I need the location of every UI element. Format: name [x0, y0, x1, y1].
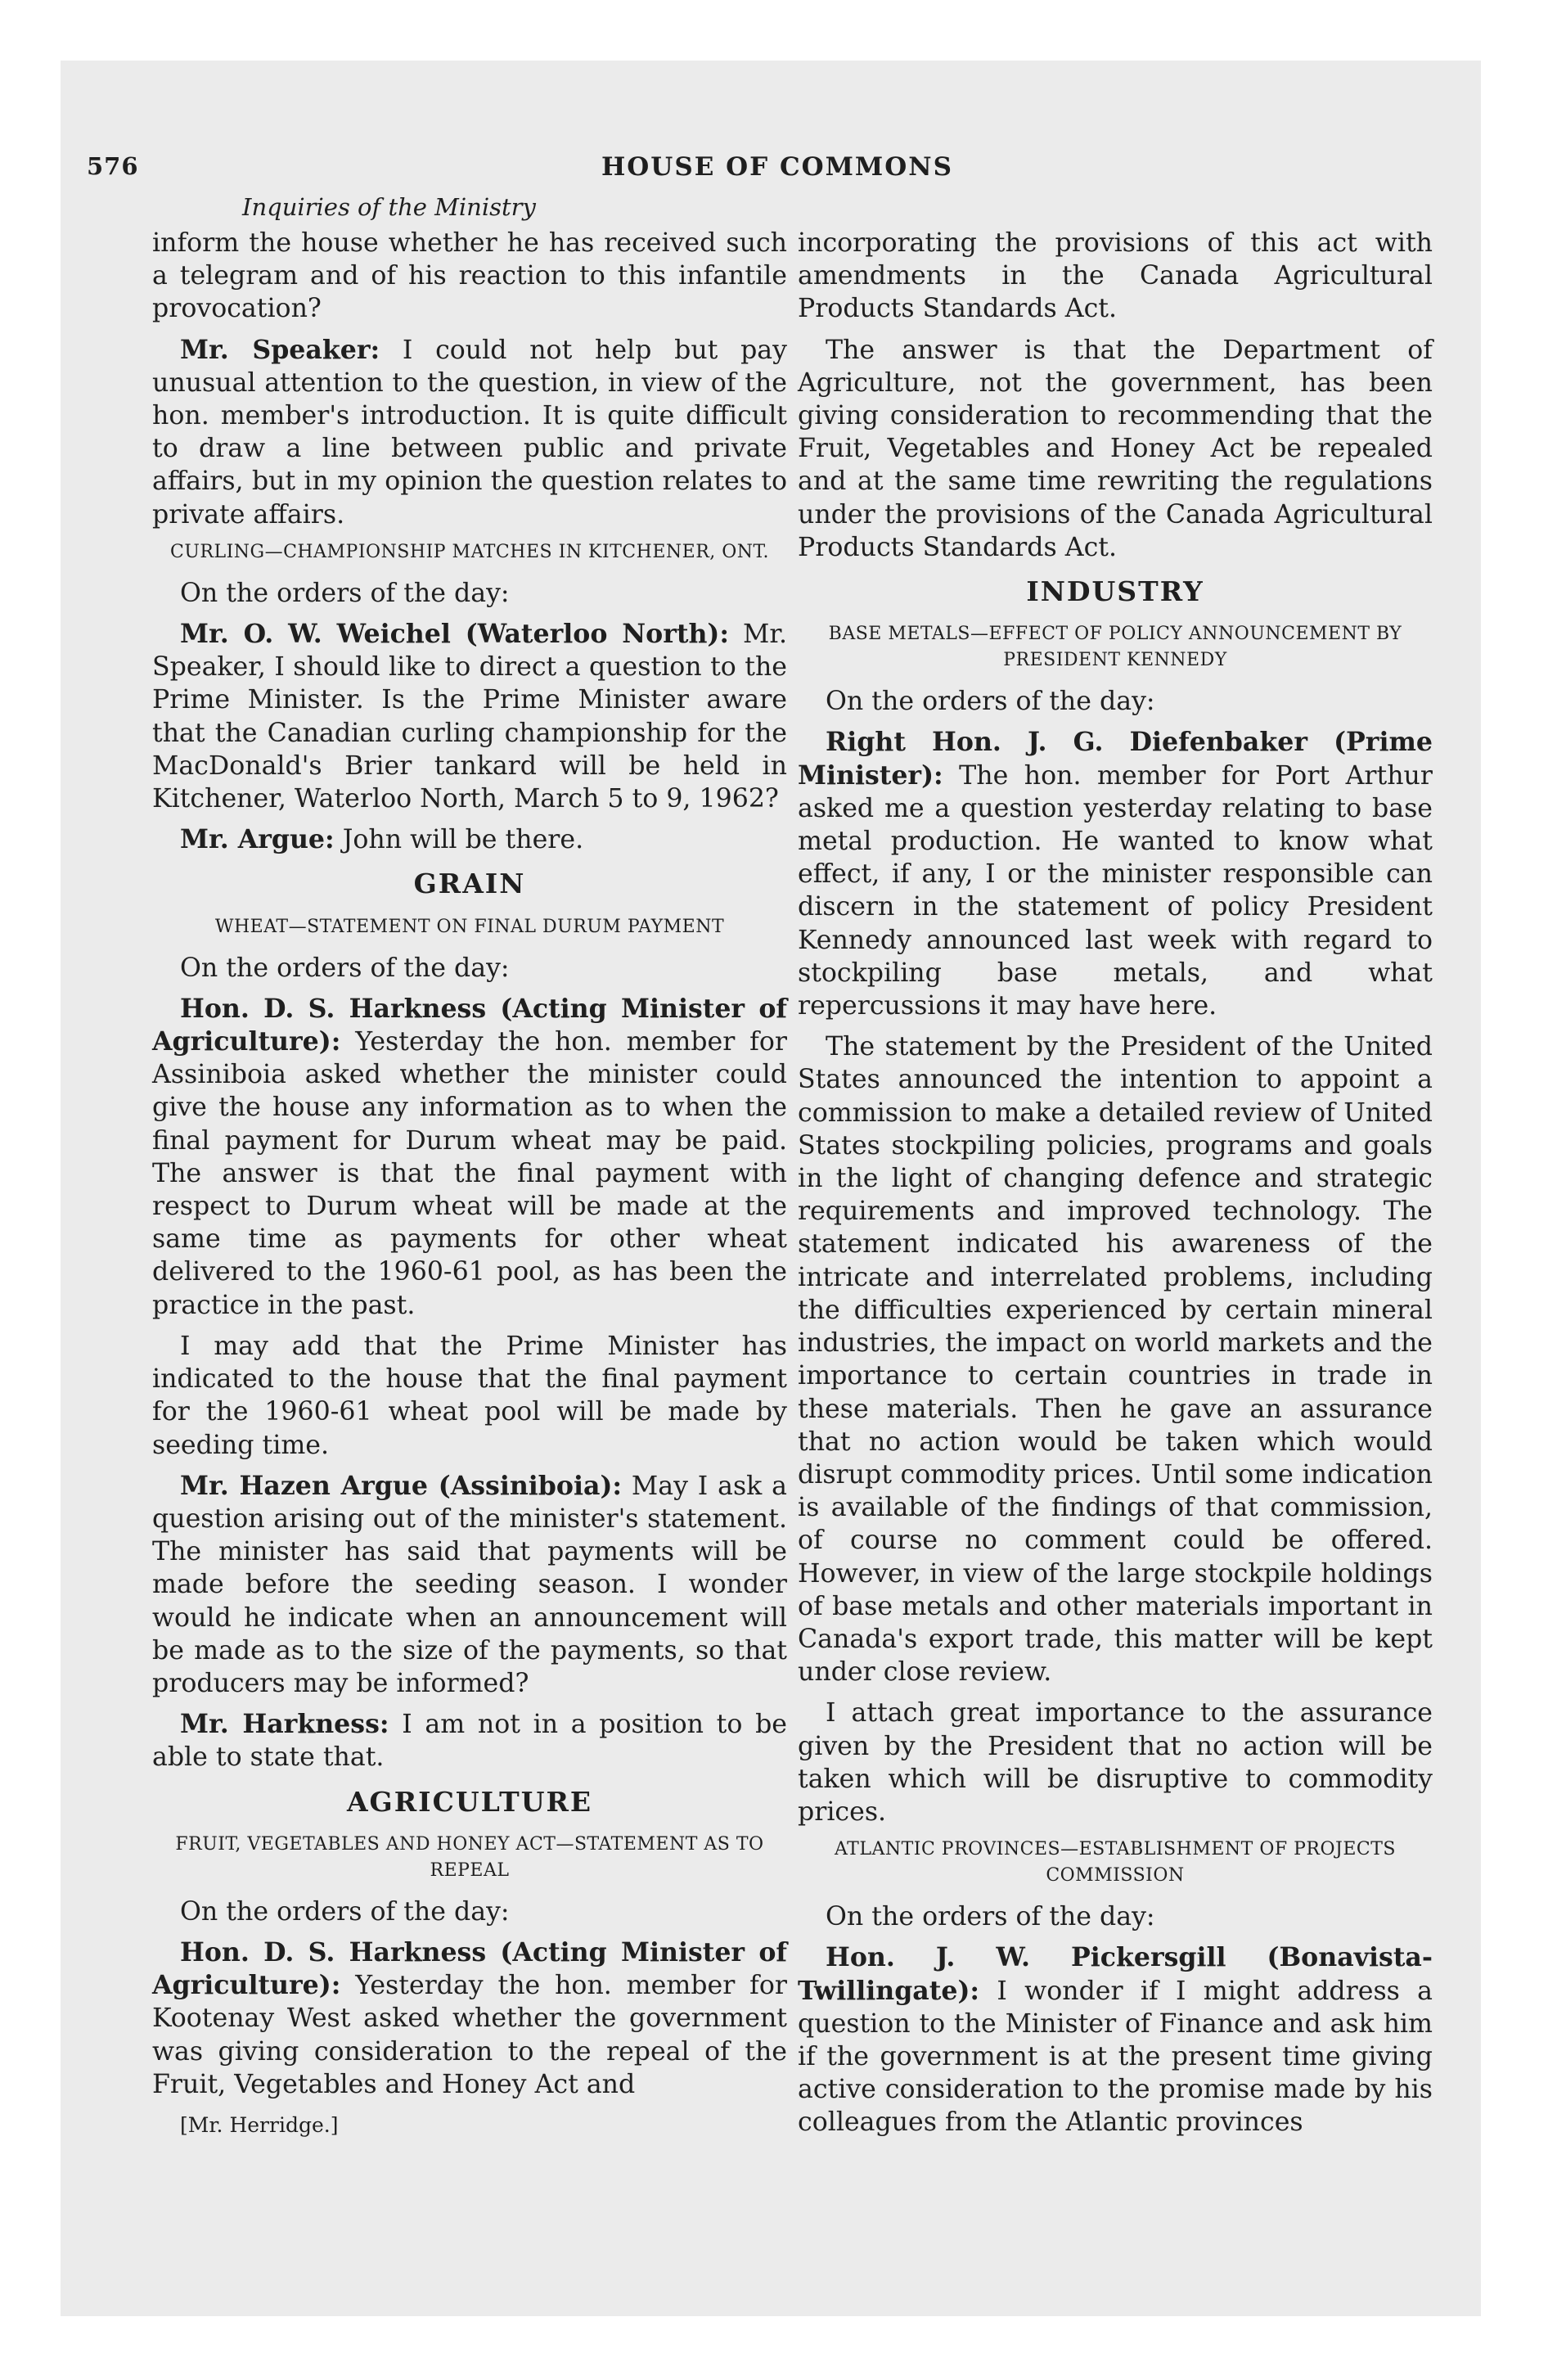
speaker-signature: [Mr. Herridge.]	[180, 2112, 339, 2137]
speaker-name: Hon. D. S. Harkness (Acting Minister of Agriculture):	[152, 993, 787, 1057]
orders-of-the-day: On the orders of the day:	[180, 953, 510, 983]
subheading-atlantic: ATLANTIC PROVINCES—ESTABLISHMENT OF PROJECTS COMMISSION	[835, 1839, 1396, 1886]
subheading-base-metals: BASE METALS—EFFECT OF POLICY ANNOUNCEMENT BY PRESIDENT KENNEDY	[828, 624, 1402, 671]
paragraph: I attach great importance to the assurance given by the President that no action will be taken which will be disruptive to commodity prices.	[798, 1698, 1433, 1827]
paragraph: The statement by the President of the United States announced the intention to appoint a commission to make a detailed review of United States stockpiling policies, programs and goals in the light of changing defence and strategic requirements and improved technology. The statement indicated his awareness of the intricate and interrelated problems, including the difficulties experienced by certain mineral industries, the impact on world markets and the importance to certain countries in trade in these materials. Then he gave an assurance that no action would be taken which would disrupt commodity prices. Until some indication is available of the findings of that commission, of course no comment could be offered. However, in view of the large stockpile holdings of base metals and other materials important in Canada's export trade, this matter will be kept under close review.	[798, 1032, 1433, 1688]
paragraph	[152, 1708, 787, 1774]
speech-text: I could not help but pay unusual attention to the question, in view of the hon. member's introduction. It is quite difficult to draw a line between public and private affairs, but in my opinion the question relates to private affairs.	[152, 335, 787, 530]
subheading-fruit-act: FRUIT, VEGETABLES AND HONEY ACT—STATEMENT AS TO REPEAL	[175, 1833, 764, 1881]
paragraph	[152, 1936, 787, 2101]
paragraph: I may add that the Prime Minister has indicated to the house that the final payment for the 1960-61 wheat pool will be made by seeding time.	[152, 1331, 787, 1460]
running-head: HOUSE OF COMMONS	[601, 152, 953, 182]
subheading-curling: CURLING—CHAMPIONSHIP MATCHES IN KITCHENER, ONT.	[170, 541, 769, 562]
speaker-name: Mr. Speaker:	[180, 334, 380, 365]
heading-grain: GRAIN	[413, 868, 526, 900]
section-subhead: Inquiries of the Ministry	[242, 193, 536, 221]
speech-text: I am not in a position to be able to state that.	[152, 1710, 787, 1773]
speech-text: The hon. member for Port Arthur asked me a question yesterday relating to base metal production. He wanted to know what effect, if any, I or the minister responsible can discern in the statement of policy President Kennedy announced last week with regard to stockpiling base metals, and what repercussions it may have here.	[798, 760, 1433, 1021]
orders-of-the-day: On the orders of the day:	[180, 1896, 510, 1927]
speech-text: I wonder if I might address a question to the Minister of Finance and ask him if the government is at the present time giving active consideration to the promise made by his colleagues from the Atlantic provinces	[798, 1976, 1433, 2138]
orders-of-the-day: On the orders of the day:	[180, 578, 510, 608]
paragraph	[798, 726, 1433, 1022]
speaker-name: Hon. D. S. Harkness (Acting Minister of Agriculture):	[152, 1936, 787, 2001]
paragraph	[152, 334, 787, 531]
speaker-name: Hon. J. W. Pickersgill (Bonavista-Twillingate):	[798, 1942, 1433, 2006]
speech-text: John will be there.	[334, 825, 584, 855]
speaker-name: Right Hon. J. G. Diefenbaker (Prime Minister):	[798, 727, 1433, 791]
speech-text: Yesterday the hon. member for Assiniboia asked whether the minister could give the house any information as to when the final payment for Durum wheat may be paid. The answer is that the final payment with respect to Durum wheat will be made at the same time as payments for other wheat delivered to the 1960-61 pool, as has been the practice in the past.	[152, 1027, 787, 1320]
paragraph: inform the house whether he has received such a telegram and of his reaction to this infantile provocation?	[152, 228, 787, 324]
paragraph	[798, 1941, 1433, 2139]
heading-agriculture: AGRICULTURE	[346, 1785, 593, 1818]
paragraph	[152, 618, 787, 815]
paragraph: The answer is that the Department of Agriculture, not the government, has been giving consideration to recommending that the Fruit, Vegetables and Honey Act be repealed and at the same time rewriting the regulations under the provisions of the Canada Agricultural Products Standards Act.	[798, 335, 1433, 562]
left-column	[152, 227, 787, 2150]
right-column	[798, 227, 1433, 2148]
speaker-name: Mr. Harkness:	[180, 1709, 389, 1740]
paragraph	[152, 993, 787, 1322]
orders-of-the-day: On the orders of the day:	[826, 1902, 1155, 1932]
speech-text: May I ask a question arising out of the minister's statement. The minister has said that payments will be made before the seeding season. I wonder would he indicate when an announcement will be made as to the size of the payments, so that producers may be informed?	[152, 1471, 788, 1698]
speaker-name: Mr. Argue:	[180, 824, 335, 855]
page-number: 576	[87, 152, 139, 180]
speech-text: Yesterday the hon. member for Kootenay West asked whether the government was giving consideration to the repeal of the Fruit, Vegetables and Honey Act and	[152, 1971, 787, 2099]
orders-of-the-day: On the orders of the day:	[826, 687, 1155, 717]
subheading-wheat: WHEAT—STATEMENT ON FINAL DURUM PAYMENT	[214, 916, 725, 937]
speaker-name: Mr. O. W. Weichel (Waterloo North):	[180, 619, 730, 650]
heading-industry: INDUSTRY	[1026, 575, 1204, 608]
paragraph	[152, 1470, 787, 1700]
speaker-name: Mr. Hazen Argue (Assiniboia):	[180, 1470, 623, 1501]
speech-text: Mr. Speaker, I should like to direct a question to the Prime Minister. Is the Prime Minister aware that the Canadian curling championship for the MacDonald's Brier tankard will be held in Kitchener, Waterloo North, March 5 to 9, 1962?	[152, 620, 787, 814]
paragraph	[152, 823, 787, 856]
paragraph: incorporating the provisions of this act with amendments in the Canada Agricultural Products Standards Act.	[798, 228, 1433, 324]
